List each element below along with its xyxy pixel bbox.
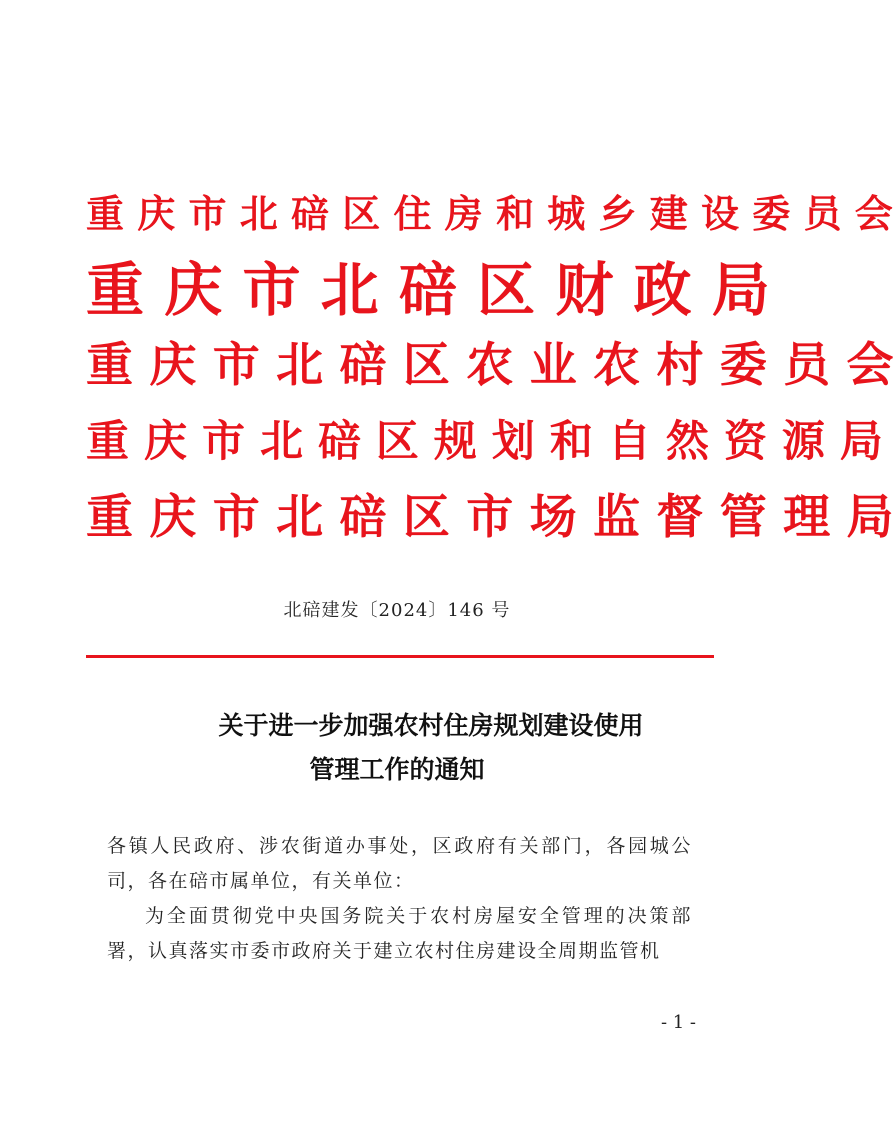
body-paragraph: 为全面贯彻党中央国务院关于农村房屋安全管理的决策部署，认真落实市委市政府关于建立农村住房建设全周期监管机 — [107, 905, 692, 962]
document-title-line1: 关于进一步加强农村住房规划建设使用 — [218, 711, 644, 740]
org-housing-commission: 重 庆 市 北 碚 区 住 房 和 城 乡 建 设 委 员 会 — [86, 191, 893, 236]
org-planning-bureau: 重 庆 市 北 碚 区 规 划 和 自 然 资 源 局 — [86, 417, 883, 467]
page-number: - 1 - — [660, 1012, 696, 1033]
addressee: 各镇人民政府、涉农街道办事处，区政府有关部门，各园城公司，各在碚市属单位，有关单位： — [107, 835, 692, 892]
document-number: 北碚建发〔2024〕146 号 — [283, 600, 511, 621]
org-agriculture-commission: 重 庆 市 北 碚 区 农 业 农 村 委 员 会 — [86, 338, 894, 393]
org-market-supervision-bureau: 重 庆 市 北 碚 区 市 场 监 督 管 理 局 — [86, 490, 894, 545]
red-divider — [86, 655, 714, 658]
issuing-organizations — [86, 176, 894, 556]
document-title-line2: 管理工作的通知 — [309, 755, 485, 784]
org-finance-bureau: 重 庆 市 北 碚 区 财 政 局 — [86, 256, 770, 324]
